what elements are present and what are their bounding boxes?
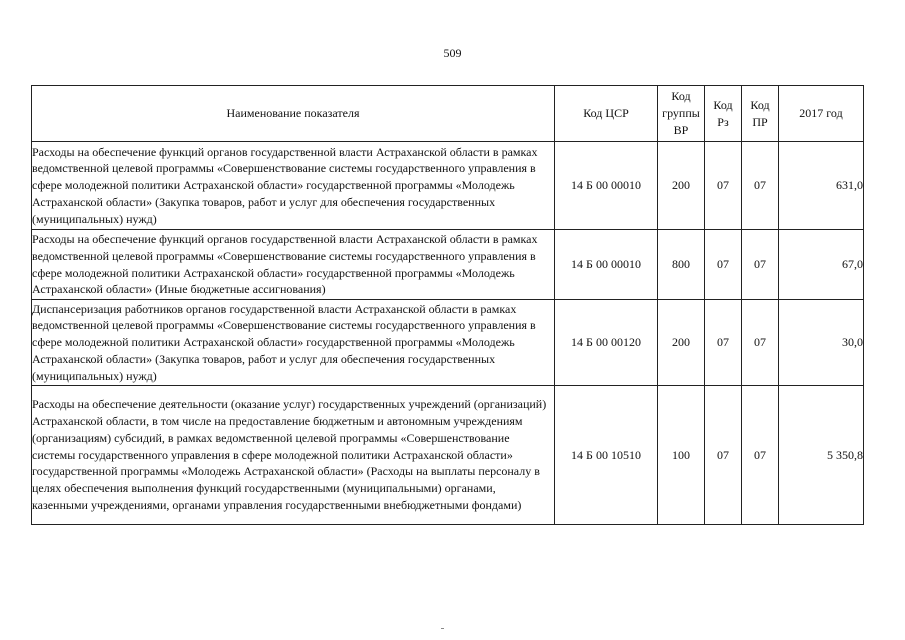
row-csr-code: 14 Б 00 00120 [555, 300, 658, 386]
header-pr-line2: ПР [752, 114, 768, 129]
header-pr-line1: Код [750, 97, 770, 112]
row-rz-code: 07 [705, 142, 742, 230]
header-csr-code: Код ЦСР [555, 86, 658, 142]
header-vr-line1: Код [671, 89, 691, 103]
row-csr-code: 14 Б 00 10510 [555, 386, 658, 525]
header-rz-line1: Код [713, 97, 733, 112]
row-csr-code: 14 Б 00 00010 [555, 142, 658, 230]
header-vr-line3: ВР [673, 123, 689, 137]
row-name: Расходы на обеспечение функций органов государственной власти Астраханской области в рамках ведомственной целевой программы «Совершенствование системы государственного управления в сфере молодежной политики Астраханской области» государственной программы «Молодежь Астраханской области» (Иные бюджетные ассигнования) [32, 230, 555, 300]
row-vr-code: 200 [658, 142, 705, 230]
row-name: Диспансеризация работников органов государственной власти Астраханской области в рамках ведомственной целевой программы «Совершенствование системы государственного управления в сфере молодежной политики Астраханской области» государственной программы «Молодежь Астраханской области» (Закупка товаров, работ и услуг для обеспечения государственных (муниципальных) нужд) [32, 300, 555, 386]
table-header-row [32, 86, 864, 142]
table-row [32, 142, 864, 230]
row-name: Расходы на обеспечение деятельности (оказание услуг) государственных учреждений (организаций) Астраханской области, в том числе на предоставление бюджетным и автономным учреждениям (организациям) субсидий, в рамках ведомственной целевой программы «Совершенствование системы государственного управления в сфере молодежной политики Астраханской области» государственной программы «Молодежь Астраханской области» (Расходы на выплаты персоналу в целях обеспечения выполнения функций государственными (муниципальными) органами, казенными учреждениями, органами управления государственными внебюджетными фондами) [32, 386, 555, 525]
page-number: 509 [443, 46, 462, 60]
header-vr-line2: группы [662, 106, 700, 120]
row-amount: 631,0 [779, 142, 864, 230]
row-rz-code: 07 [705, 230, 742, 300]
row-csr-code: 14 Б 00 00010 [555, 230, 658, 300]
row-amount: 30,0 [779, 300, 864, 386]
header-pr-code [742, 86, 779, 142]
row-rz-code: 07 [705, 300, 742, 386]
row-pr-code: 07 [742, 230, 779, 300]
row-pr-code: 07 [742, 142, 779, 230]
table-row [32, 230, 864, 300]
row-name: Расходы на обеспечение функций органов государственной власти Астраханской области в рамках ведомственной целевой программы «Совершенствование системы государственного управления в сфере молодежной политики Астраханской области» государственной программы «Молодежь Астраханской области» (Закупка товаров, работ и услуг для обеспечения государственных (муниципальных) нужд) [32, 142, 555, 230]
header-name: Наименование показателя [32, 86, 555, 142]
row-pr-code: 07 [742, 300, 779, 386]
table-row [32, 300, 864, 386]
row-vr-code: 200 [658, 300, 705, 386]
header-rz-code [705, 86, 742, 142]
budget-table [31, 85, 864, 525]
row-vr-code: 800 [658, 230, 705, 300]
row-amount: 5 350,8 [779, 386, 864, 525]
header-vr-code [658, 86, 705, 142]
row-rz-code: 07 [705, 386, 742, 525]
header-rz-line2: Рз [717, 114, 729, 129]
row-pr-code: 07 [742, 386, 779, 525]
header-year: 2017 год [779, 86, 864, 142]
row-vr-code: 100 [658, 386, 705, 525]
table-row [32, 386, 864, 525]
scan-speck [441, 628, 444, 629]
row-amount: 67,0 [779, 230, 864, 300]
